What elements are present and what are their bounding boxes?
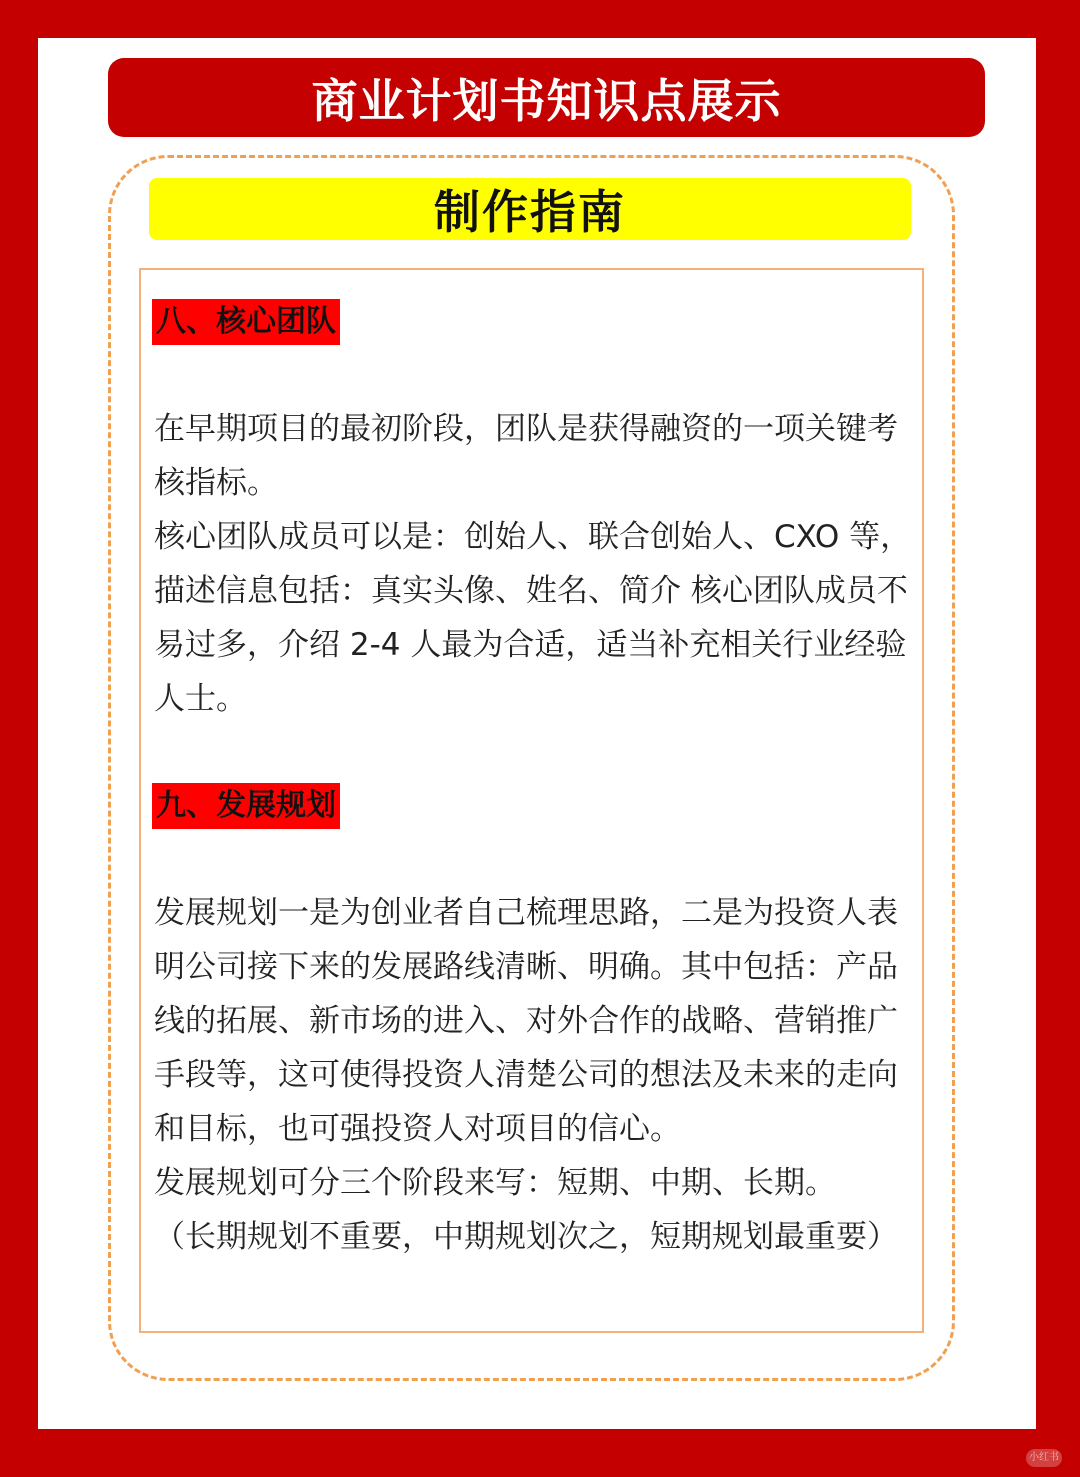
paragraph: （长期规划不重要，中期规划次之，短期规划最重要） (154, 1219, 898, 1255)
section-heading-core-team: 八、核心团队 (152, 299, 340, 345)
watermark-logo: 小红书 (1026, 1449, 1062, 1467)
guide-title: 制作指南 (434, 185, 626, 239)
section-body-core-team (154, 402, 914, 726)
paragraph: 发展规划一是为创业者自己梳理思路，二是为投资人表明公司接下来的发展路线清晰、明确。其中包括：产品线的拓展、新市场的进入、对外合作的战略、营销推广手段等，这可使得投资人清楚公司的想法及未来的走向和目标，也可强投资人对项目的信心。 (154, 895, 898, 1147)
paragraph: 核心团队成员可以是：创始人、联合创始人、CXO 等，描述信息包括：真实头像、姓名、简介 核心团队成员不易过多，介绍 2-4 人最为合适，适当补充相关行业经验人士。 (154, 519, 912, 717)
guide-banner (149, 178, 911, 240)
paragraph: 发展规划可分三个阶段来写：短期、中期、长期。 (154, 1165, 836, 1201)
title-banner (108, 58, 985, 137)
paragraph: 在早期项目的最初阶段，团队是获得融资的一项关键考核指标。 (154, 411, 898, 501)
section-heading-development-plan: 九、发展规划 (152, 783, 340, 829)
page-title: 商业计划书知识点展示 (311, 73, 782, 128)
section-body-development-plan (154, 886, 914, 1264)
